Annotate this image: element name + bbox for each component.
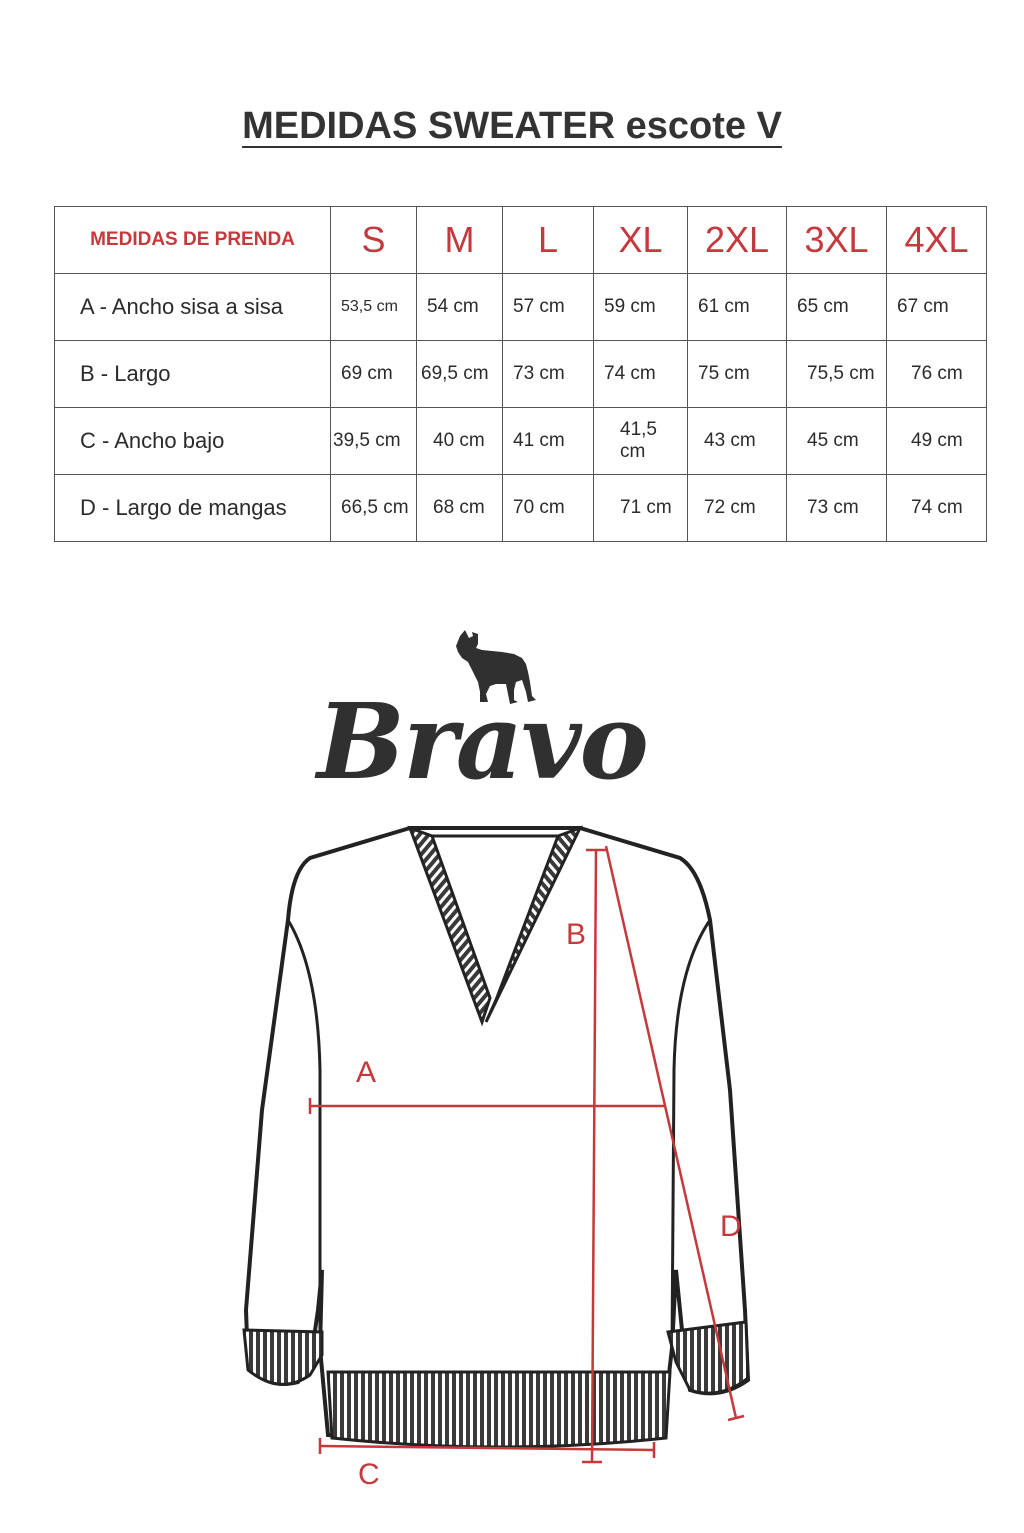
table-cell: 76 cm bbox=[887, 341, 987, 408]
brand-logo bbox=[312, 630, 652, 803]
left-cuff-rib bbox=[244, 1330, 322, 1384]
sweater-diagram bbox=[200, 810, 800, 1495]
table-cell: 54 cm bbox=[417, 274, 503, 341]
table-cell: 61 cm bbox=[688, 274, 787, 341]
table-cell: 43 cm bbox=[688, 408, 787, 475]
measure-label-c: C bbox=[358, 1458, 380, 1491]
table-header-row bbox=[55, 207, 987, 274]
table-row bbox=[55, 475, 987, 542]
sweater-illustration bbox=[200, 810, 800, 1490]
row-label: C - Ancho bajo bbox=[55, 408, 331, 475]
measure-label-a: A bbox=[356, 1056, 377, 1089]
table-cell: 73 cm bbox=[787, 475, 887, 542]
measure-label-d: D bbox=[720, 1210, 742, 1243]
table-cell: 73 cm bbox=[503, 341, 594, 408]
table-row bbox=[55, 274, 987, 341]
table-cell: 72 cm bbox=[688, 475, 787, 542]
table-cell: 67 cm bbox=[887, 274, 987, 341]
table-cell: 39,5 cm bbox=[331, 408, 417, 475]
size-header: S bbox=[331, 207, 417, 274]
table-cell: 40 cm bbox=[417, 408, 503, 475]
size-header: XL bbox=[594, 207, 688, 274]
table-cell: 69 cm bbox=[331, 341, 417, 408]
brand-name: Bravo bbox=[317, 680, 647, 803]
page-title-text: MEDIDAS SWEATER escote V bbox=[242, 105, 782, 147]
table-cell: 41 cm bbox=[503, 408, 594, 475]
table-cell: 74 cm bbox=[887, 475, 987, 542]
table-cell: 69,5 cm bbox=[417, 341, 503, 408]
table-cell: 66,5 cm bbox=[331, 475, 417, 542]
table-cell: 45 cm bbox=[787, 408, 887, 475]
table-row bbox=[55, 408, 987, 475]
table-row bbox=[55, 341, 987, 408]
size-header: L bbox=[503, 207, 594, 274]
table-cell: 74 cm bbox=[594, 341, 688, 408]
size-header: 3XL bbox=[787, 207, 887, 274]
page-title bbox=[0, 105, 1024, 148]
table-cell: 71 cm bbox=[594, 475, 688, 542]
corner-label: MEDIDAS DE PRENDA bbox=[55, 207, 331, 274]
table-cell: 59 cm bbox=[594, 274, 688, 341]
table-cell: 41,5 cm bbox=[594, 408, 688, 475]
row-label: D - Largo de mangas bbox=[55, 475, 331, 542]
measure-label-b: B bbox=[566, 918, 587, 951]
table-cell: 68 cm bbox=[417, 475, 503, 542]
size-header: 4XL bbox=[887, 207, 987, 274]
table-cell: 75 cm bbox=[688, 341, 787, 408]
size-header: M bbox=[417, 207, 503, 274]
hem-rib bbox=[328, 1372, 670, 1447]
row-label: B - Largo bbox=[55, 341, 331, 408]
table-cell: 53,5 cm bbox=[331, 274, 417, 341]
table-cell: 70 cm bbox=[503, 475, 594, 542]
size-table bbox=[54, 206, 987, 542]
table-cell: 57 cm bbox=[503, 274, 594, 341]
size-header: 2XL bbox=[688, 207, 787, 274]
right-cuff-rib bbox=[668, 1322, 748, 1393]
table-cell: 49 cm bbox=[887, 408, 987, 475]
row-label: A - Ancho sisa a sisa bbox=[55, 274, 331, 341]
table-cell: 75,5 cm bbox=[787, 341, 887, 408]
table-cell: 65 cm bbox=[787, 274, 887, 341]
